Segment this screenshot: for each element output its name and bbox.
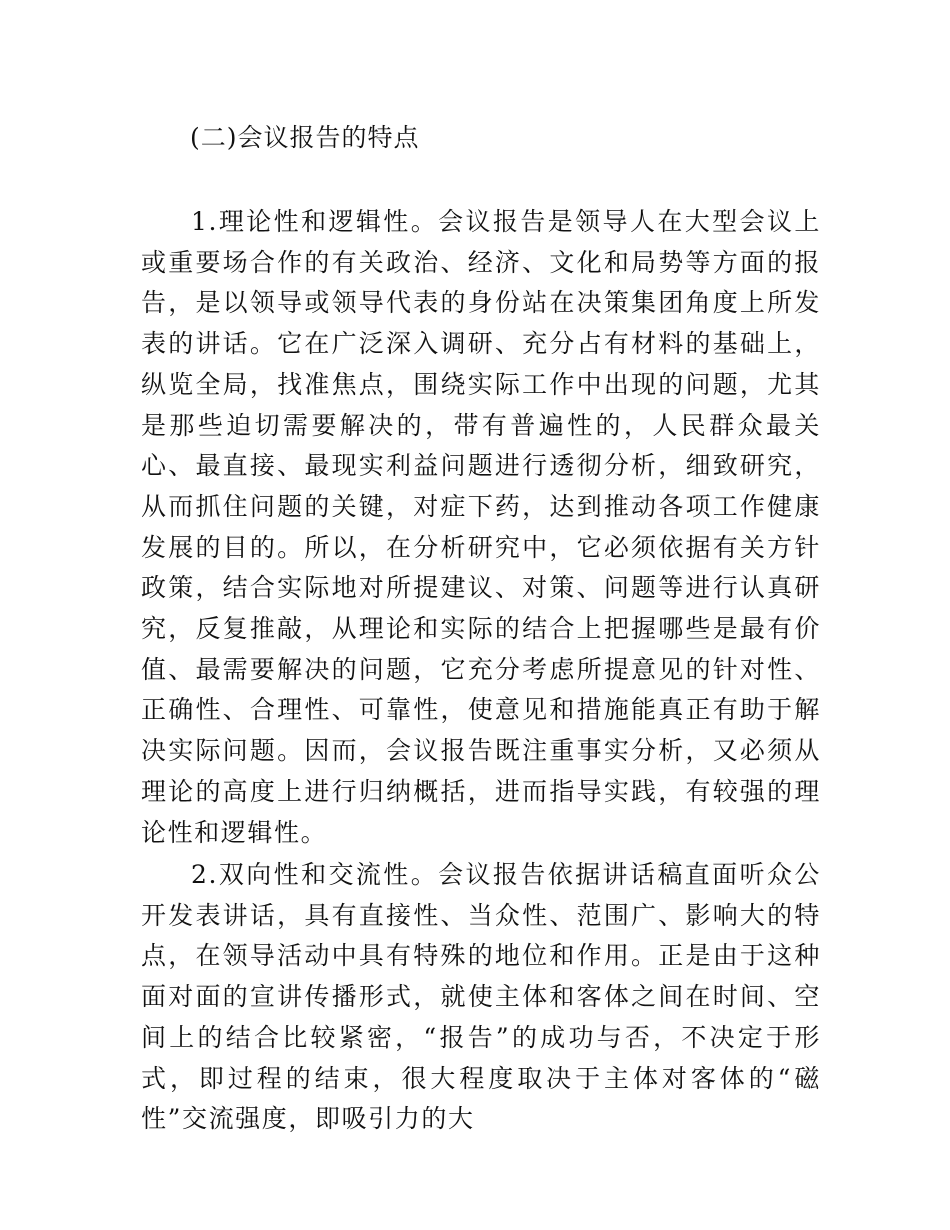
- paragraph-two-way-exchange: 2.双向性和交流性。会议报告依据讲话稿直面听众公开发表讲话，具有直接性、当众性、范围广、影响大的特点，在领导活动中具有特殊的地位和作用。正是由于这种面对面的宣讲传播形式，就使主体和客体之间在时间、空间上的结合比较紧密，“报告”的成功与否，不决定于形式，即过程的结束，很大程度取决于主体对客体的“磁性”交流强度，即吸引力的大: [141, 860, 821, 1134]
- paragraph-theory-logic: 1.理论性和逻辑性。会议报告是领导人在大型会议上或重要场合作的有关政治、经济、文化和局势等方面的报告，是以领导或领导代表的身份站在决策集团角度上所发表的讲话。它在广泛深入调研、充分占有材料的基础上，纵览全局，找准焦点，围绕实际工作中出现的问题，尤其是那些迫切需要解决的，带有普遍性的，人民群众最关心、最直接、最现实利益问题进行透彻分析，细致研究，从而抓住问题的关键，对症下药，达到推动各项工作健康发展的目的。所以，在分析研究中，它必须依据有关方针政策，结合实际地对所提建议、对策、问题等进行认真研究，反复推敲，从理论和实际的结合上把握哪些是最有价值、最需要解决的问题，它充分考虑所提意见的针对性、正确性、合理性、可靠性，使意见和措施能真正有助于解决实际问题。因而，会议报告既注重事实分析，又必须从理论的高度上进行归纳概括，进而指导实践，有较强的理论性和逻辑性。: [141, 207, 821, 847]
- section-heading: (二)会议报告的特点: [190, 123, 420, 152]
